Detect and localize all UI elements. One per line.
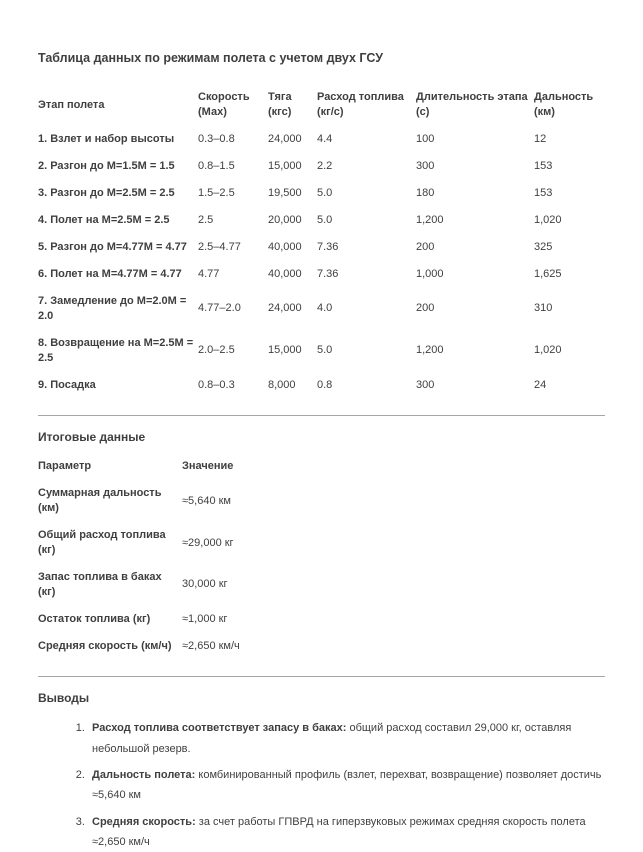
value-cell: 200 [416, 302, 435, 315]
value-cell: 0.8–1.5 [198, 160, 235, 173]
value-cell: 2.5–4.77 [198, 240, 241, 253]
value-cell: 24,000 [268, 302, 302, 315]
conclusion-item [88, 812, 605, 852]
value-cell: 310 [534, 302, 553, 315]
summary-table-row [38, 606, 605, 633]
stage-cell: 3. Разгон до M=2.5M = 2.5 [38, 187, 175, 200]
stage-cell: 7. Замедление до M=2.0M = 2.0 [38, 294, 187, 322]
value-cell: 40,000 [268, 240, 302, 253]
flight-table-row [38, 126, 605, 153]
value-cell: 325 [534, 240, 553, 253]
value-cell: 300 [416, 378, 435, 391]
summary-table-header [38, 453, 605, 480]
stage-cell: 2. Разгон до M=1.5M = 1.5 [38, 160, 175, 173]
value-cell: 12 [534, 133, 547, 146]
value-cell: 1,020 [534, 214, 562, 227]
value-cell: 1,000 [416, 267, 444, 280]
value-cell: 2.0–2.5 [198, 344, 235, 357]
conclusion-text: общий расход составил 29,000 кг, оставляя небольшой резерв. [92, 722, 572, 755]
value-cell: 8,000 [268, 378, 296, 391]
conclusion-text: за счет работы ГПВРД на гиперзвуковых режимах средняя скорость полета ≈2,650 км/ч [92, 815, 586, 849]
stage-cell: 1. Взлет и набор высоты [38, 133, 175, 146]
summary-table-row [38, 564, 605, 606]
value-cell: 5.0 [317, 214, 333, 227]
conclusion-lead: Средняя скорость: [92, 815, 196, 828]
value-cell: 4.77 [198, 267, 220, 280]
value-cell: 1.5–2.5 [198, 187, 235, 200]
summary-table [38, 453, 605, 660]
section-divider [38, 415, 605, 416]
summary-table-row [38, 522, 605, 564]
summary-table-body [38, 480, 605, 660]
conclusion-lead: Дальность полета: [92, 769, 196, 782]
summary-header-row [38, 453, 605, 480]
flight-table-row [38, 261, 605, 288]
conclusion-lead: Расход топлива соответствует запасу в баках: [92, 722, 347, 735]
flight-table-row [38, 207, 605, 234]
value-cell: 4.0 [317, 302, 333, 315]
value-cell: 2.5 [198, 214, 214, 227]
value-cell: 1,625 [534, 267, 562, 280]
column-header-fuel-rate: Расход топлива (кг/с) [317, 91, 404, 119]
value-cell: 7.36 [317, 267, 339, 280]
value-cell: 100 [416, 133, 435, 146]
value-cell: 0.8–0.3 [198, 378, 235, 391]
value-cell: 1,200 [416, 214, 444, 227]
value-cell: 15,000 [268, 160, 302, 173]
value-cell: 4.4 [317, 133, 333, 146]
summary-table-row [38, 633, 605, 660]
parameter-cell: Средняя скорость (км/ч) [38, 639, 172, 652]
conclusion-item [88, 718, 605, 759]
flight-table-row [38, 330, 605, 372]
summary-heading: Итоговые данные [38, 429, 146, 444]
flight-data-table [38, 84, 605, 398]
value-cell: 40,000 [268, 267, 302, 280]
value-cell: 20,000 [268, 214, 302, 227]
flight-table-row [38, 180, 605, 207]
page-title: Таблица данных по режимам полета с учетом двух ГСУ [38, 51, 383, 65]
value-cell: 30,000 кг [182, 578, 228, 591]
column-header-range: Дальность (км) [534, 91, 594, 119]
value-cell: 1,020 [534, 344, 562, 357]
value-cell: ≈2,650 км/ч [182, 639, 240, 652]
value-cell: 153 [534, 160, 553, 173]
stage-cell: 9. Посадка [38, 378, 96, 391]
column-header-value: Значение [182, 460, 234, 473]
parameter-cell: Запас топлива в баках (кг) [38, 571, 162, 598]
column-header-stage: Этап полета [38, 98, 105, 111]
value-cell: ≈5,640 км [182, 494, 231, 507]
value-cell: 200 [416, 240, 435, 253]
flight-table-row [38, 153, 605, 180]
value-cell: 4.77–2.0 [198, 302, 241, 315]
value-cell: 15,000 [268, 344, 302, 357]
value-cell: 300 [416, 160, 435, 173]
flight-header-row [38, 84, 605, 126]
value-cell: 24 [534, 378, 547, 391]
value-cell: 2.2 [317, 160, 333, 173]
stage-cell: 5. Разгон до M=4.77M = 4.77 [38, 240, 187, 253]
column-header-parameter: Параметр [38, 460, 92, 473]
value-cell: ≈1,000 кг [182, 612, 228, 625]
value-cell: 5.0 [317, 344, 333, 357]
value-cell: 153 [534, 187, 553, 200]
conclusion-text: комбинированный профиль (взлет, перехват, возвращение) позволяет достичь ≈5,640 км [92, 769, 602, 802]
parameter-cell: Остаток топлива (кг) [38, 612, 151, 625]
conclusions-list [38, 718, 605, 852]
parameter-cell: Общий расход топлива (кг) [38, 529, 166, 557]
stage-cell: 6. Полет на M=4.77M = 4.77 [38, 267, 182, 280]
value-cell: 0.8 [317, 378, 333, 391]
value-cell: 24,000 [268, 133, 302, 146]
column-header-thrust: Тяга (кгс) [268, 91, 292, 119]
value-cell: 5.0 [317, 187, 333, 200]
value-cell: 7.36 [317, 240, 339, 253]
conclusions-heading: Выводы [38, 690, 90, 705]
value-cell: 1,200 [416, 344, 444, 357]
value-cell: 180 [416, 187, 435, 200]
value-cell: 19,500 [268, 187, 302, 200]
stage-cell: 4. Полет на M=2.5M = 2.5 [38, 214, 170, 227]
parameter-cell: Суммарная дальность (км) [38, 487, 162, 515]
flight-table-row [38, 372, 605, 399]
value-cell: 0.3–0.8 [198, 133, 235, 146]
value-cell: ≈29,000 кг [182, 536, 234, 549]
flight-table-body [38, 126, 605, 398]
flight-table-row [38, 234, 605, 261]
flight-table-header [38, 84, 605, 126]
column-header-speed: Скорость (Мах) [198, 91, 250, 119]
summary-table-row [38, 480, 605, 522]
stage-cell: 8. Возвращение на M=2.5M = 2.5 [38, 336, 194, 364]
section-divider [38, 676, 605, 677]
column-header-duration: Длительность этапа (с) [416, 91, 528, 119]
flight-table-row [38, 288, 605, 330]
